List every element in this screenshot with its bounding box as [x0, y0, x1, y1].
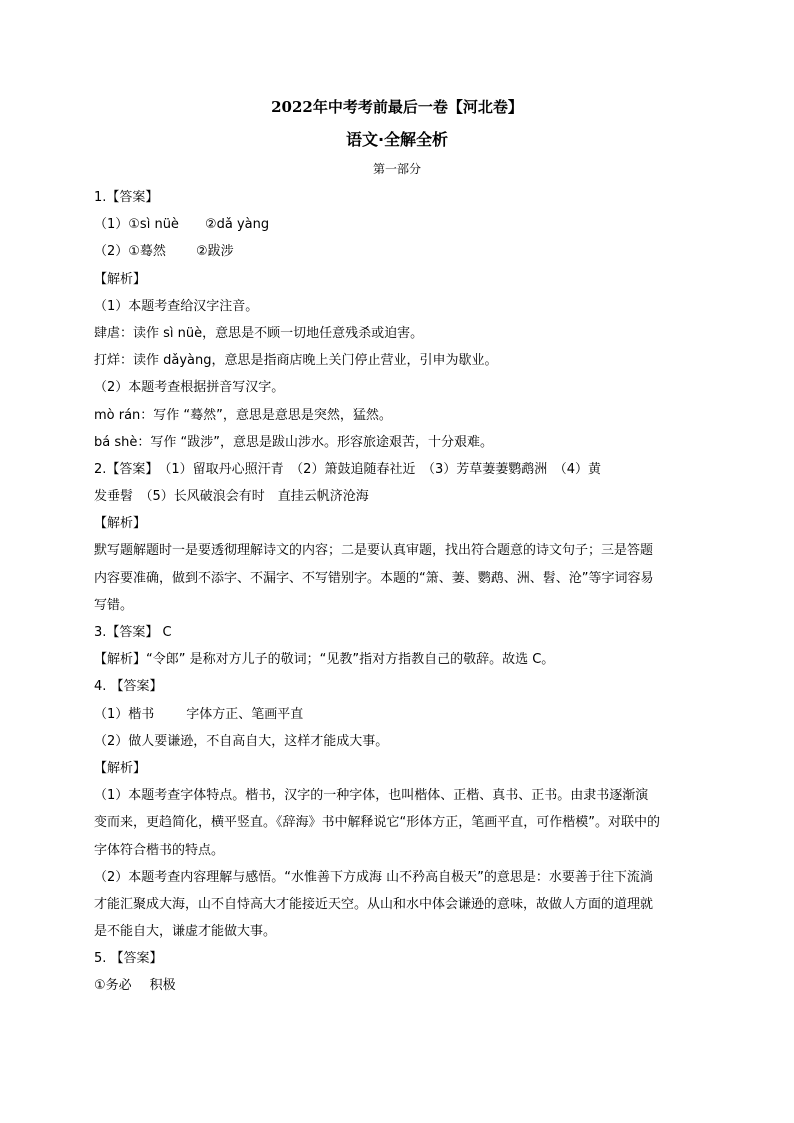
q1-a1-item2: ②dǎ yàng [204, 217, 270, 233]
q3-analysis: 【解析】“令郎” 是称对方儿子的敬词；“见教”指对方指教自己的敬辞。故选 C。 [94, 652, 555, 668]
q1-a2-number: （2） [94, 244, 129, 260]
q1-analysis-line: （1）本题考查给汉字注音。 [94, 298, 259, 314]
document-body [94, 184, 700, 1000]
q1-analysis-heading: 【解析】 [94, 271, 147, 287]
q4-analysis-line: 才能汇聚成大海，山不自恃高大才能接近天空。从山和水中体会谦逊的意味，故做人方面的道理就 [94, 896, 654, 912]
q5-a1-item1: ①务必 [94, 978, 132, 994]
q2-analysis-line: 写错。 [94, 597, 134, 613]
q1-analysis-line: 肆虐：读作 sì nüè，意思是不顾一切地任意残杀或迫害。 [94, 325, 424, 341]
q1-answer-line-2 [94, 238, 700, 265]
q1-a1-item1: ①sì nüè [128, 217, 179, 233]
section-heading: 第一部分 [372, 162, 421, 176]
q5-a1-item2: 积极 [149, 978, 176, 994]
q2-analysis-line: 内容要准确，做到不添字、不漏字、不写错别字。本题的“箫、萋、鹦鹉、洲、髫、沧”等字词容易 [94, 570, 654, 586]
q3-answer: 3.【答案】 C [94, 625, 172, 640]
q5-answer-heading: 5. 【答案】 [94, 951, 163, 967]
q4-a1-label: （1）楷书 [94, 706, 155, 722]
q1-analysis-line: mò rán：写作 “蓦然”，意思是意思是突然，猛然。 [94, 407, 392, 423]
q4-answer-line-2: （2）做人要谦逊，不自高自大，这样才能成大事。 [94, 733, 389, 749]
q4-analysis-line: （1）本题考查字体特点。楷书，汉字的一种字体，也叫楷体、正楷、真书、正书。由隶书逐渐演 [94, 788, 649, 804]
q4-analysis-heading: 【解析】 [94, 760, 147, 776]
q1-a1-number: （1） [94, 217, 129, 233]
q1-a2-item2: ②跋涉 [195, 244, 234, 260]
q2-analysis-heading: 【解析】 [94, 516, 147, 532]
q1-analysis-line: （2）本题考查根据拼音写汉字。 [94, 380, 285, 396]
q2-answer-line: 2.【答案】 （1）留取丹心照汗青 （2）箫鼓追随春社近 （3）芳草萋萋鹦鹉洲 （4）黄 [94, 461, 601, 477]
q4-analysis-line: 变而来，更趋简化，横平竖直。《辞海》书中解释说它“形体方正，笔画平直，可作楷模”。对联中的 [94, 815, 660, 831]
q1-answer-heading: 1.【答案】 [94, 190, 159, 205]
q4-answer-heading: 4. 【答案】 [94, 679, 163, 695]
q1-analysis-line: bá shè：写作 “跋涉”，意思是跋山涉水。形容旅途艰苦，十分艰难。 [94, 434, 493, 450]
q1-answer-line-1 [94, 211, 700, 238]
document-title: 2022年中考考前最后一卷【河北卷】 [271, 98, 523, 116]
q4-a1-text: 字体方正、笔画平直 [186, 706, 304, 722]
q2-analysis-line: 默写题解题时一是要透彻理解诗文的内容；二是要认真审题，找出符合题意的诗文句子；三是答题 [94, 543, 654, 559]
q4-answer-line-1 [94, 701, 700, 728]
q1-a2-item1: ①蓦然 [128, 244, 166, 260]
q4-analysis-line: 字体符合楷书的特点。 [94, 842, 225, 858]
q2-answer-line: 发垂髫 （5）长风破浪会有时 直挂云帆济沧海 [94, 489, 369, 505]
q1-analysis-line: 打烊：读作 dǎyàng，意思是指商店晚上关门停止营业，引申为歇业。 [94, 353, 498, 369]
q5-answer-line [94, 972, 700, 999]
document-subtitle: 语文·全解全析 [345, 130, 449, 149]
q4-analysis-line: 是不能自大，谦虚才能做大事。 [94, 924, 277, 940]
q4-analysis-line: （2）本题考查内容理解与感悟。“水惟善下方成海 山不矜高自极天”的意思是：水要善于往下流淌 [94, 869, 653, 885]
